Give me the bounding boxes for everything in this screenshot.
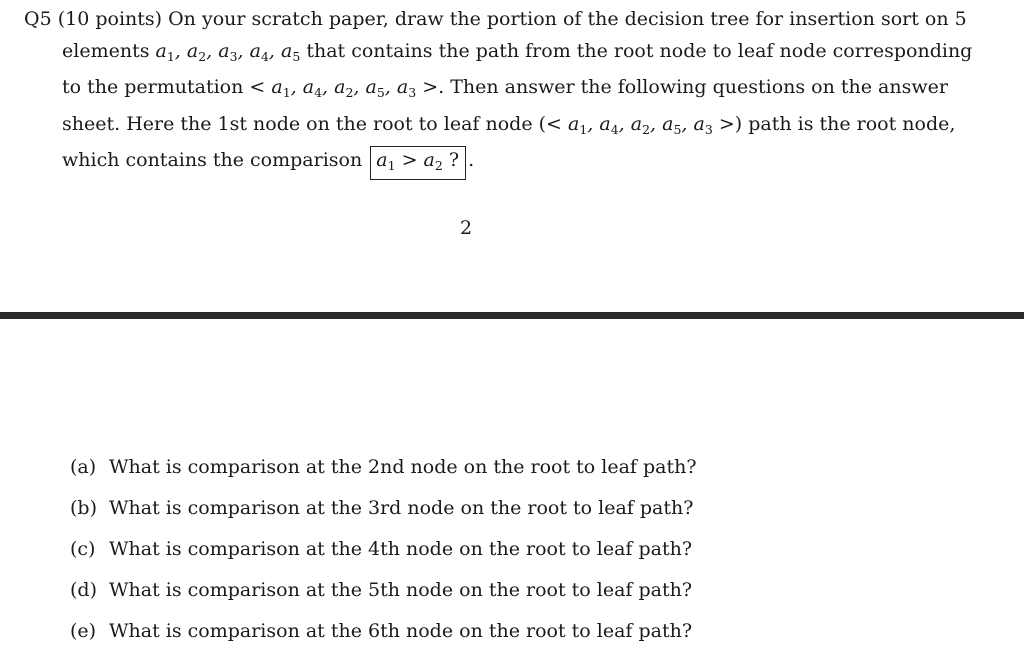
question-line3-pre: to the permutation (62, 76, 244, 98)
sub-question-text: What is comparison at the 6th node on the root to leaf path? (109, 620, 693, 642)
sub-question-b (70, 492, 697, 533)
question-points: (10 points) (57, 8, 163, 30)
sub-question-label: (d) (70, 579, 97, 601)
question-line3-post: . Then answer the following questions on the answer (438, 76, 948, 98)
permutation-inline: < $a_1$, $a_4$, $a_2$, $a_5$, $a_3$ > (546, 112, 735, 137)
question-line-2 (24, 36, 973, 73)
root-comparison-box: $a_1 > a_2$ ? (370, 146, 466, 180)
sub-question-a (70, 451, 697, 492)
sub-question-label: (c) (70, 538, 96, 560)
page-number: 2 (460, 217, 473, 239)
sub-question-label: (b) (70, 497, 97, 519)
permutation: < $a_1$, $a_4$, $a_2$, $a_5$, $a_3$ > (249, 76, 439, 100)
question-line5-post: . (468, 149, 475, 171)
question-line-4 (24, 109, 956, 146)
question-line4-post: ) path is the root node, (734, 112, 956, 135)
sub-question-text: What is comparison at the 4th node on the root to leaf path? (109, 538, 693, 560)
sub-question-label: (e) (70, 620, 97, 642)
sub-question-text: What is comparison at the 5th node on the root to leaf path? (109, 579, 693, 601)
sub-question-text: What is comparison at the 2nd node on the root to leaf path? (109, 456, 697, 478)
page-divider (0, 312, 1024, 319)
elements-list: $a_1$, $a_2$, $a_3$, $a_4$, $a_5$ (155, 39, 301, 64)
sub-question-label: (a) (70, 456, 97, 478)
question-line2-pre: elements (62, 39, 150, 62)
sub-question-text: What is comparison at the 3rd node on the root to leaf path? (109, 497, 694, 519)
question-line-1 (24, 4, 967, 36)
sub-question-c (70, 533, 697, 574)
sub-questions (70, 451, 697, 656)
sub-question-e (70, 615, 697, 656)
question-line5-pre: which contains the comparison (62, 149, 363, 171)
question-line4-pre: sheet. Here the 1st node on the root to leaf node ( (62, 112, 547, 135)
question-line1-text: On your scratch paper, draw the portion of the decision tree for insertion sort on 5 (168, 8, 967, 30)
question-line2-post: that contains the path from the root node to leaf node corresponding (306, 39, 973, 62)
question-line-3 (24, 72, 948, 109)
question-block (24, 4, 973, 180)
sub-question-d (70, 574, 697, 615)
page-top (0, 0, 1024, 312)
question-line-5 (24, 145, 936, 180)
question-label: Q5 (24, 8, 52, 30)
